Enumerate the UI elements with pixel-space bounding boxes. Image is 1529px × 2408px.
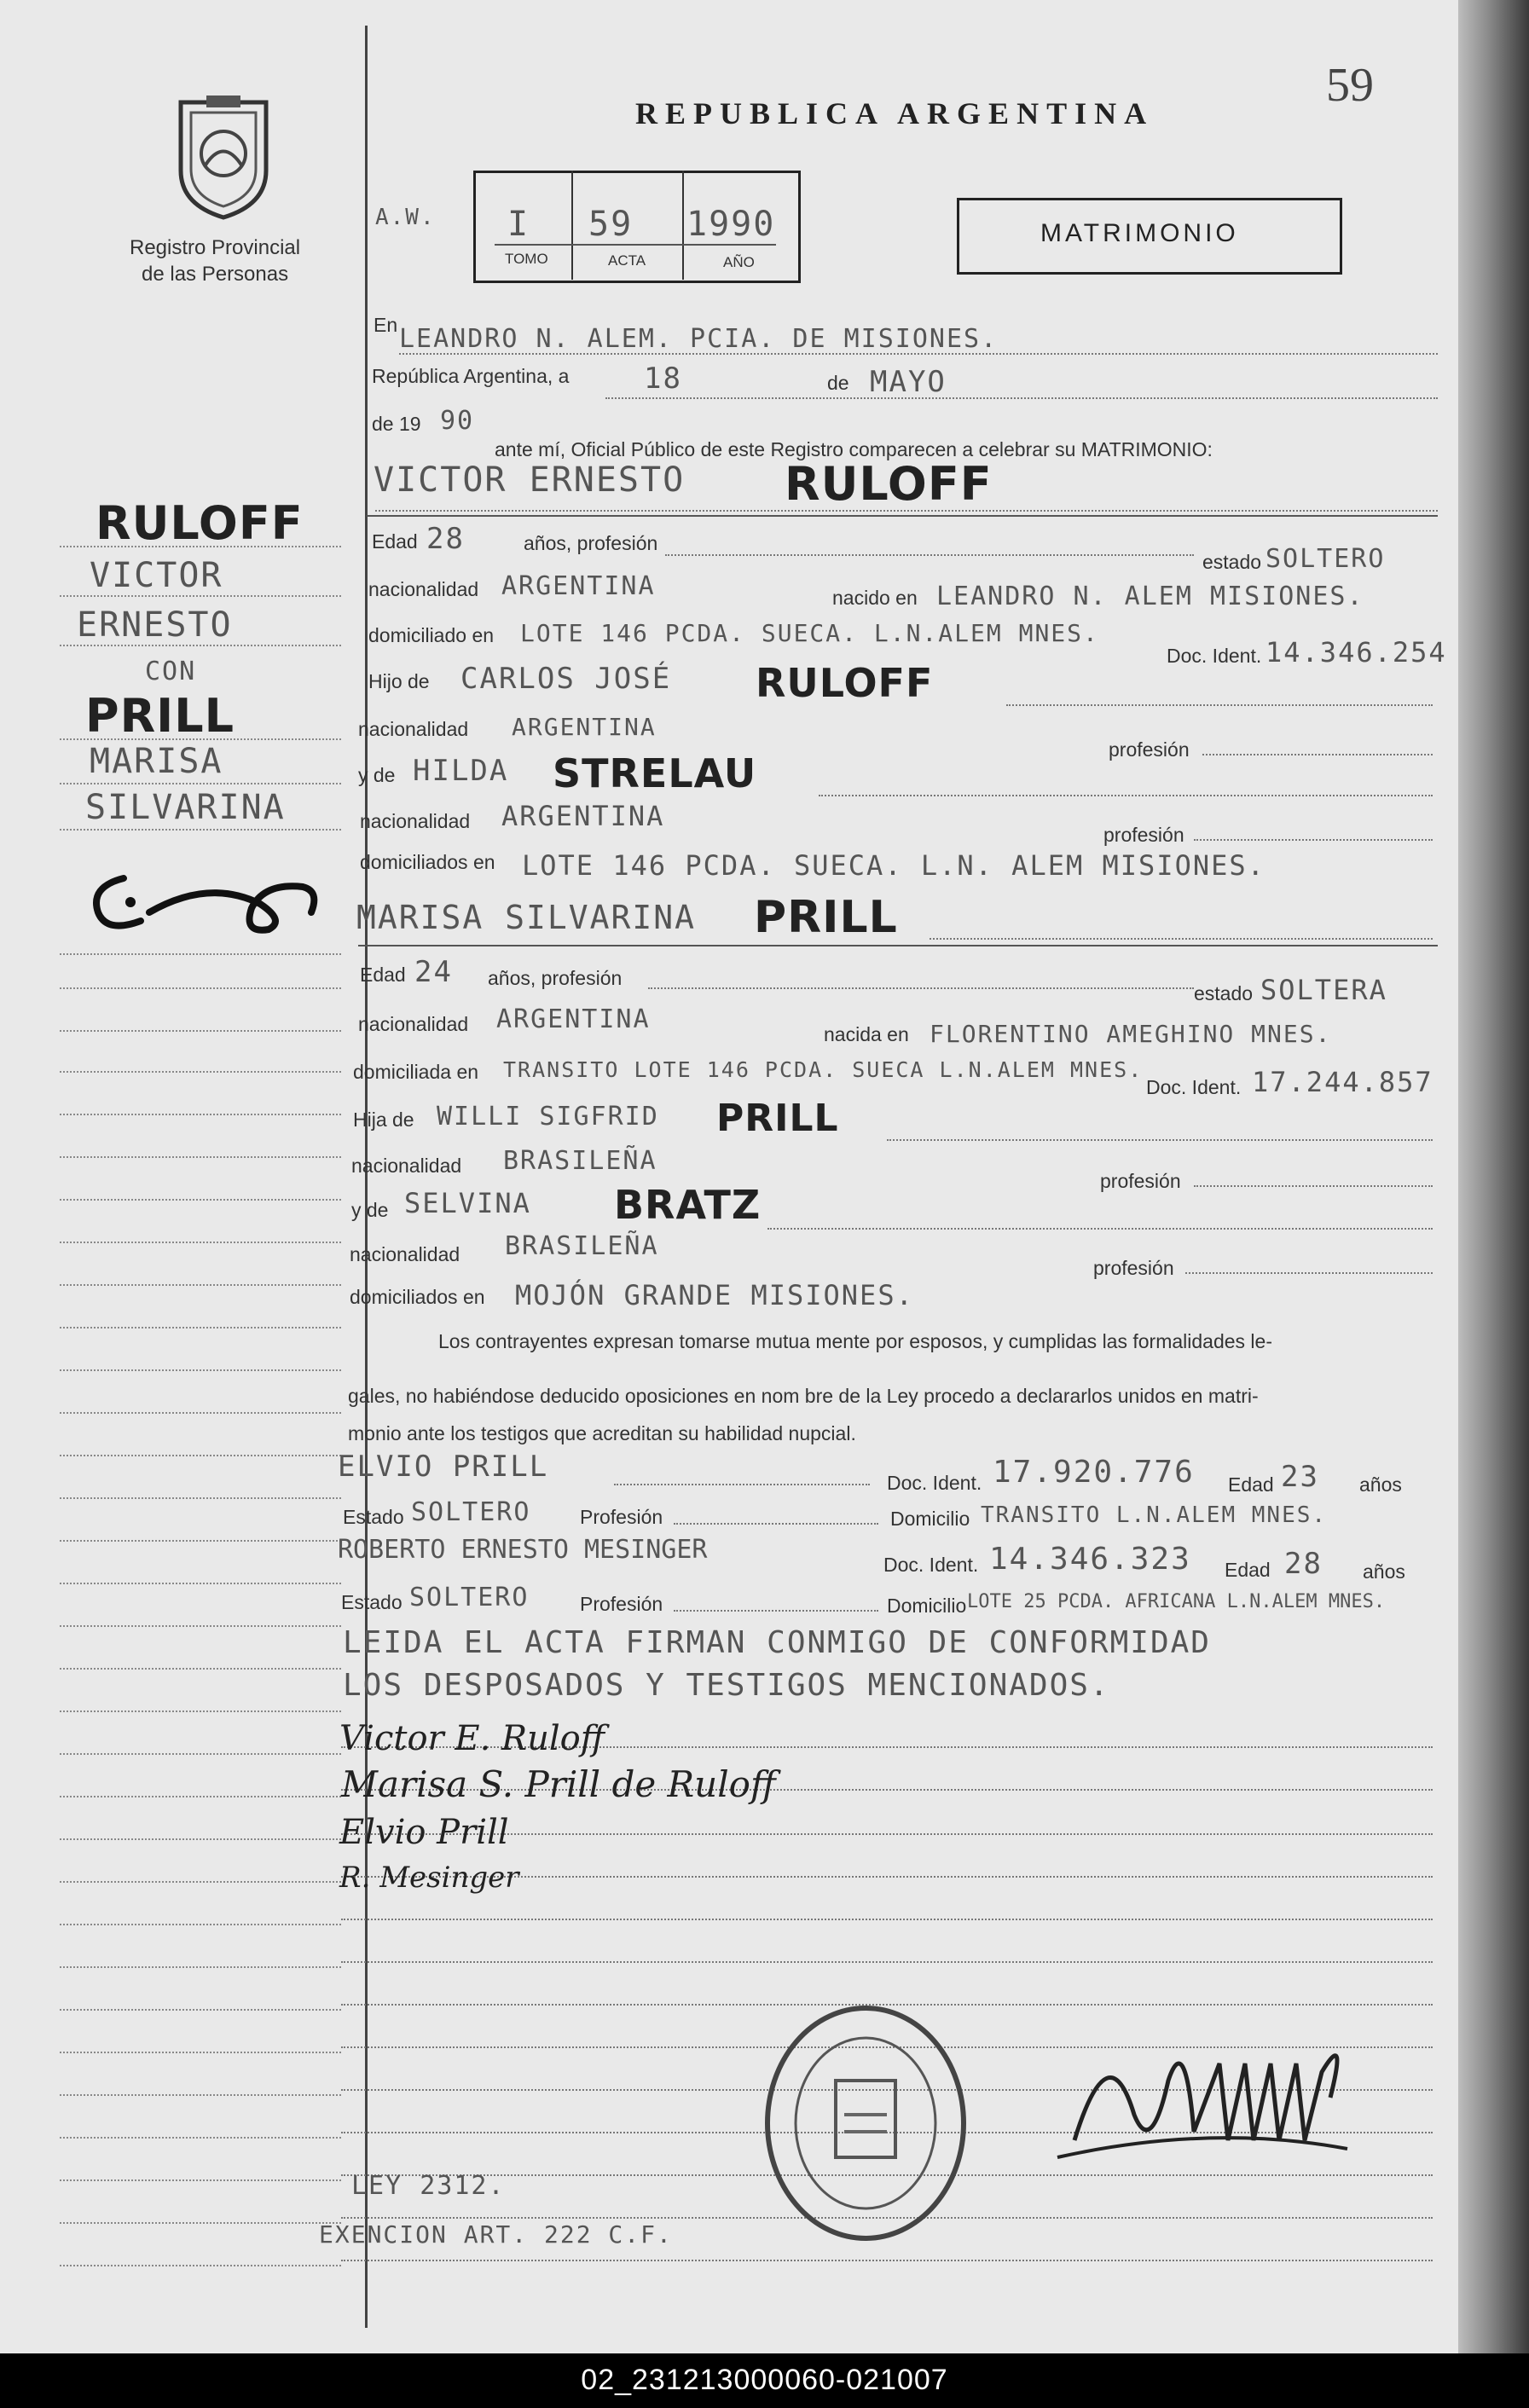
witness1-name: ELVIO PRILL — [338, 1450, 549, 1484]
republica-label: República Argentina, a — [372, 365, 570, 387]
witness1-edad-label: Edad — [1228, 1473, 1274, 1496]
witness1-estado-label: Estado — [343, 1506, 404, 1528]
declaration-line1: Los contrayentes expresan tomarse mutua mente por esposos, y cumplidas las formalidades le- — [438, 1330, 1272, 1352]
witness2-estado: SOLTERO — [409, 1583, 530, 1612]
bride-estado: SOLTERA — [1260, 974, 1387, 1006]
en-label: En — [374, 314, 398, 336]
witness2-estado-label: Estado — [341, 1591, 403, 1613]
margin-groom-name2: ERNESTO — [77, 605, 233, 645]
margin-bride-surname: PRILL — [85, 689, 235, 743]
witness2-doc-label: Doc. Ident. — [883, 1554, 979, 1576]
groom-estado-label: estado — [1202, 551, 1262, 573]
groom-anos-profesion-label: años, profesión — [524, 532, 658, 554]
official-stamp-icon — [759, 1995, 981, 2251]
bride-domiciliada-label: domiciliada en — [353, 1061, 479, 1083]
groom-domiciliados-label: domiciliados en — [360, 851, 495, 873]
scan-id-bar — [0, 2353, 1529, 2408]
provincial-seal-icon — [164, 85, 283, 222]
groom-age: 28 — [426, 522, 465, 556]
bride-father-nacionalidad: BRASILEÑA — [503, 1146, 657, 1176]
witness2-age: 28 — [1284, 1547, 1323, 1581]
bride-yde-label: y de — [351, 1199, 389, 1221]
bride-domicilio: TRANSITO LOTE 146 PCDA. SUECA L.N.ALEM MNES. — [503, 1057, 1144, 1082]
declaration-line2: gales, no habiéndose deducido oposiciones en nom bre de la Ley procedo a declararlos unidos en matri- — [348, 1385, 1259, 1407]
bride-birthplace: FLORENTINO AMEGHINO MNES. — [930, 1020, 1332, 1048]
flourish-mark-icon — [81, 853, 328, 938]
groom-edad-label: Edad — [372, 530, 418, 553]
groom-father-nacionalidad: ARGENTINA — [512, 713, 657, 741]
bride-doc-label: Doc. Ident. — [1146, 1076, 1242, 1098]
acta-label: ACTA — [608, 252, 646, 269]
groom-mother-profesion-label: profesión — [1103, 824, 1184, 846]
bride-nacida-label: nacida en — [824, 1023, 909, 1045]
bride-surname: PRILL — [754, 892, 898, 943]
witness1-profesion-label: Profesión — [580, 1506, 663, 1528]
bride-doc: 17.244.857 — [1252, 1066, 1433, 1098]
bride-mother-given: SELVINA — [404, 1187, 531, 1219]
bride-estado-label: estado — [1194, 982, 1254, 1004]
closing-line1: LEIDA EL ACTA FIRMAN CONMIGO DE CONFORMIDAD — [343, 1625, 1211, 1660]
groom-doc-label: Doc. Ident. — [1167, 645, 1262, 667]
bride-mother-profesion-label: profesión — [1093, 1257, 1174, 1279]
groom-yde-label: y de — [358, 764, 396, 786]
signature-witness1: Elvio Prill — [339, 1813, 509, 1852]
witness2-doc: 14.346.323 — [989, 1542, 1191, 1577]
witness2-domicilio-label: Domicilio — [887, 1595, 967, 1617]
official-signature-icon — [1040, 2012, 1364, 2183]
margin-groom-surname: RULOFF — [96, 496, 304, 550]
bride-hija-label: Hija de — [353, 1108, 414, 1131]
witness1-doc: 17.920.776 — [993, 1455, 1195, 1490]
bride-domiciliados-label: domiciliados en — [350, 1286, 485, 1308]
margin-groom-name1: VICTOR — [90, 556, 223, 595]
groom-nacionalidad: ARGENTINA — [501, 571, 656, 601]
witness2-name: ROBERTO ERNESTO MESINGER — [338, 1535, 708, 1565]
groom-father-given: CARLOS JOSÉ — [460, 662, 672, 696]
groom-nacionalidad-label: nacionalidad — [368, 578, 479, 600]
signature-witness2: R. Mesinger — [339, 1861, 519, 1895]
margin-note: A.W. — [375, 205, 436, 230]
bride-given-names: MARISA SILVARINA — [356, 899, 697, 936]
groom-father-surname: RULOFF — [756, 660, 934, 706]
groom-father-nacionalidad-label: nacionalidad — [358, 718, 469, 740]
bride-mother-surname: BRATZ — [614, 1182, 762, 1228]
country-title: REPUBLICA ARGENTINA — [635, 96, 1155, 130]
witness1-domicilio: TRANSITO L.N.ALEM MNES. — [981, 1502, 1328, 1528]
page-stack-edge — [1458, 0, 1529, 2353]
witness1-domicilio-label: Domicilio — [890, 1508, 970, 1530]
groom-estado: SOLTERO — [1265, 544, 1386, 574]
registry-name-line2: de las Personas — [142, 263, 289, 286]
bride-father-profesion-label: profesión — [1100, 1170, 1181, 1192]
bride-edad-label: Edad — [360, 964, 406, 986]
bride-mother-nacionalidad: BRASILEÑA — [505, 1231, 659, 1261]
bride-mother-nacionalidad-label: nacionalidad — [350, 1243, 460, 1265]
law-note: LEY 2312. — [351, 2171, 506, 2201]
bride-nacionalidad-label: nacionalidad — [358, 1013, 469, 1035]
margin-bride-name1: MARISA — [90, 742, 223, 781]
marriage-month: MAYO — [870, 365, 947, 399]
witness1-doc-label: Doc. Ident. — [887, 1472, 982, 1494]
scan-id: 02_231213000060-021007 — [581, 2364, 948, 2396]
witness2-edad-label: Edad — [1225, 1559, 1271, 1581]
ano-value: 1990 — [686, 205, 776, 244]
groom-surname: RULOFF — [785, 457, 993, 511]
closing-line2: LOS DESPOSADOS Y TESTIGOS MENCIONADOS. — [343, 1668, 1110, 1703]
groom-domicilio: LOTE 146 PCDA. SUECA. L.N.ALEM MNES. — [520, 619, 1099, 647]
groom-domiciliado-label: domiciliado en — [368, 624, 495, 646]
registry-name-line1: Registro Provincial — [130, 236, 301, 259]
bride-father-nacionalidad-label: nacionalidad — [351, 1155, 462, 1177]
groom-birthplace: LEANDRO N. ALEM MISIONES. — [936, 582, 1364, 611]
groom-nacido-label: nacido en — [832, 587, 918, 609]
ano-label: AÑO — [723, 254, 755, 270]
marriage-place: LEANDRO N. ALEM. PCIA. DE MISIONES. — [399, 324, 999, 354]
groom-given-names: VICTOR ERNESTO — [374, 460, 686, 500]
groom-mother-surname: STRELAU — [553, 750, 757, 796]
tomo-label: TOMO — [505, 251, 548, 267]
bride-age: 24 — [414, 955, 453, 989]
de-label: de — [827, 372, 849, 394]
signature-groom: Victor E. Ruloff — [339, 1719, 605, 1758]
groom-doc: 14.346.254 — [1265, 636, 1447, 669]
margin-bride-name2: SILVARINA — [85, 788, 286, 827]
bride-father-surname: PRILL — [716, 1097, 839, 1140]
year-prefix: de 19 — [372, 413, 421, 435]
bride-parents-domicilio: MOJÓN GRANDE MISIONES. — [515, 1279, 914, 1311]
appearance-statement: ante mí, Oficial Público de este Registro comparecen a celebrar su MATRIMONIO: — [495, 438, 1213, 460]
groom-mother-nacionalidad-label: nacionalidad — [360, 810, 471, 832]
page-number: 59 — [1326, 59, 1374, 112]
signature-bride: Marisa S. Prill de Ruloff — [341, 1763, 776, 1805]
witness1-anos-label: años — [1359, 1473, 1402, 1496]
groom-mother-given: HILDA — [413, 754, 509, 788]
groom-father-profesion-label: profesión — [1109, 738, 1190, 761]
year-suffix: 90 — [440, 406, 475, 436]
groom-hijo-label: Hijo de — [368, 670, 430, 692]
witness2-profesion-label: Profesión — [580, 1593, 663, 1615]
declaration-line3: monio ante los testigos que acreditan su habilidad nupcial. — [348, 1422, 856, 1444]
bride-anos-profesion-label: años, profesión — [488, 967, 623, 989]
bride-nacionalidad: ARGENTINA — [496, 1004, 651, 1034]
acta-value: 59 — [588, 205, 634, 244]
marriage-day: 18 — [644, 362, 682, 396]
witness2-anos-label: años — [1363, 1560, 1405, 1583]
record-type: MATRIMONIO — [1040, 219, 1239, 247]
exemption-note: EXENCION ART. 222 C.F. — [319, 2220, 673, 2249]
bride-father-given: WILLI SIGFRID — [437, 1102, 659, 1132]
groom-parents-domicilio: LOTE 146 PCDA. SUECA. L.N. ALEM MISIONES. — [522, 849, 1265, 882]
witness2-domicilio: LOTE 25 PCDA. AFRICANA L.N.ALEM MNES. — [967, 1591, 1386, 1612]
tomo-value: I — [507, 205, 530, 244]
witness1-estado: SOLTERO — [411, 1497, 531, 1527]
witness1-age: 23 — [1281, 1460, 1319, 1494]
margin-con: CON — [145, 657, 197, 686]
groom-mother-nacionalidad: ARGENTINA — [501, 800, 665, 832]
